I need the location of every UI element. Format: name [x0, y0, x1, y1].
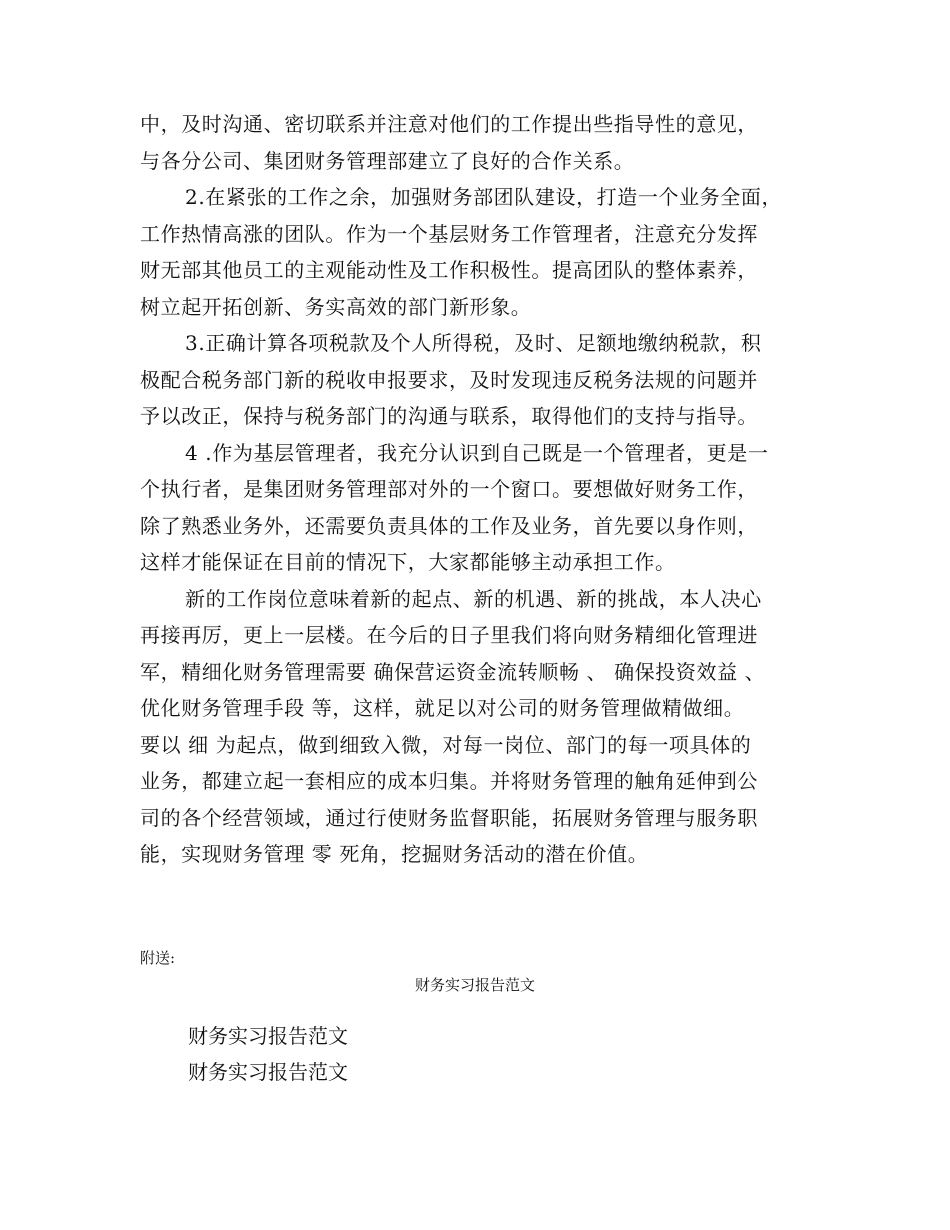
text-line: 4 .作为基层管理者，我充分认识到自己既是一个管理者，更是一	[185, 440, 769, 465]
text-line: 极配合税务部门新的税收申报要求，及时发现违反税务法规的问题并	[140, 367, 758, 392]
text-line: 个执行者，是集团财务管理部对外的一个窗口。要想做好财务工作，	[140, 477, 758, 501]
text-line: 军，精细化财务管理需要 确保营运资金流转顺畅 、 确保投资效益 、	[140, 659, 766, 684]
appendix-title: 财务实习报告范文	[414, 976, 535, 994]
text-line: 3.正确计算各项税款及个人所得税，及时、足额地缴纳税款，积	[185, 331, 762, 355]
appendix-items	[188, 1018, 348, 1090]
text-line: 中，及时沟通、密切联系并注意对他们的工作提出些指导性的意见，	[140, 112, 758, 136]
text-line: 要以 细 为起点，做到细致入微，对每一岗位、部门的每一项具体的	[140, 732, 752, 757]
text-line: 工作热情高涨的团队。作为一个基层财务工作管理者，注意充分发挥	[140, 221, 758, 246]
text-line: 这样才能保证在目前的情况下，大家都能够主动承担工作。	[140, 550, 676, 574]
text-line: 除了熟悉业务外，还需要负责具体的工作及业务，首先要以身作则，	[140, 513, 758, 538]
text-line: 新的工作岗位意味着新的起点、新的机遇、新的挑战，本人决心	[185, 586, 762, 611]
text-line: 优化财务管理手段 等，这样，就足以对公司的财务管理做精做细。	[140, 696, 745, 720]
text-line: 能，实现财务管理 零 死角，挖掘财务活动的潜在价值。	[140, 842, 649, 866]
appendix-item: 财务实习报告范文	[188, 1024, 348, 1048]
text-line: 司的各个经营领域，通过行使财务监督职能，拓展财务管理与服务职	[140, 805, 758, 830]
appendix-item: 财务实习报告范文	[188, 1060, 348, 1084]
text-line: 再接再厉，更上一层楼。在今后的日子里我们将向财务精细化管理进	[140, 623, 758, 647]
appendix-label: 附送:	[140, 949, 176, 967]
text-line: 与各分公司、集团财务管理部建立了良好的合作关系。	[140, 148, 635, 173]
text-line: 2.在紧张的工作之余，加强财务部团队建设，打造一个业务全面，	[185, 185, 783, 209]
body-text	[140, 106, 810, 873]
text-line: 财无部其他员工的主观能动性及工作积极性。提高团队的整体素养，	[140, 258, 758, 282]
text-line: 树立起开拓创新、务实高效的部门新形象。	[140, 294, 532, 319]
text-line: 予以改正，保持与税务部门的沟通与联系，取得他们的支持与指导。	[140, 404, 758, 428]
text-line: 业务，都建立起一套相应的成本归集。并将财务管理的触角延伸到公	[140, 769, 758, 793]
